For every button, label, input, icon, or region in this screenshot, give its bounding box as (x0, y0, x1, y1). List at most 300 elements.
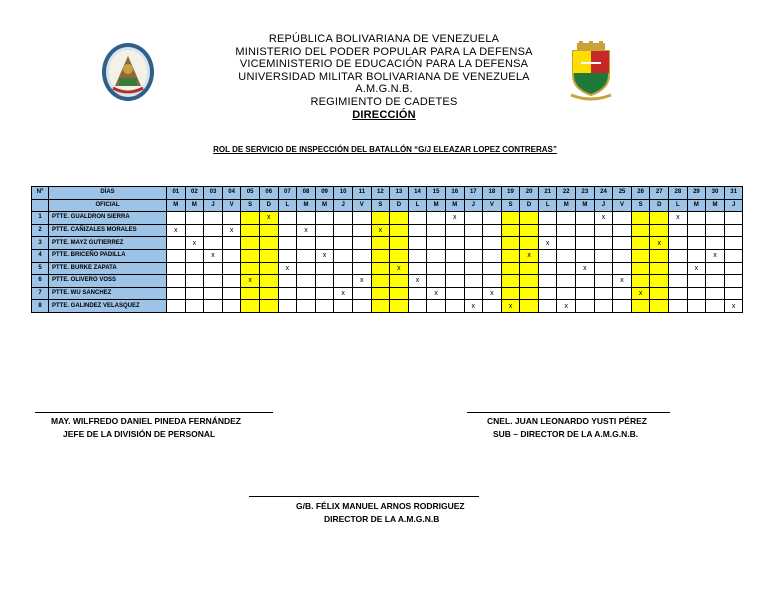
day-cell (278, 300, 297, 313)
signer-name: CNEL. JUAN LEONARDO YUSTI PÉREZ (487, 416, 647, 426)
day-cell (185, 224, 204, 237)
day-cell (315, 237, 334, 250)
officer-name: PTTE. BRICEÑO PADILLA (49, 249, 167, 262)
weekday-cell: M (297, 199, 316, 212)
day-cell (390, 287, 409, 300)
day-cell (613, 212, 632, 225)
weekday-cell: M (445, 199, 464, 212)
duty-mark: x (278, 262, 297, 275)
day-cell (483, 212, 502, 225)
day-cell (204, 212, 223, 225)
duty-mark: x (259, 212, 278, 225)
roster-title: ROL DE SERVICIO DE INSPECCIÓN DEL BATALLÓN “G/J ELEAZAR LOPEZ CONTRERAS” (213, 145, 557, 154)
day-cell (445, 237, 464, 250)
weekday-cell: V (613, 199, 632, 212)
day-number-cell: 06 (259, 187, 278, 200)
weekday-cell: J (204, 199, 223, 212)
officer-name: PTTE. GALINDEZ VELASQUEZ (49, 300, 167, 313)
day-cell (669, 237, 688, 250)
weekday-cell: M (185, 199, 204, 212)
day-cell (445, 287, 464, 300)
row-number: 8 (32, 300, 49, 313)
day-cell (613, 300, 632, 313)
day-cell (445, 300, 464, 313)
row-number: 5 (32, 262, 49, 275)
duty-mark: x (557, 300, 576, 313)
day-cell (259, 249, 278, 262)
duty-mark: x (594, 212, 613, 225)
day-number-cell: 17 (464, 187, 483, 200)
duty-mark: x (297, 224, 316, 237)
day-number-cell: 31 (724, 187, 743, 200)
weekday-cell: J (594, 199, 613, 212)
day-cell (185, 287, 204, 300)
day-cell (390, 212, 409, 225)
day-cell (352, 287, 371, 300)
day-number-cell: 21 (538, 187, 557, 200)
day-number-cell: 11 (352, 187, 371, 200)
day-number-cell: 10 (334, 187, 353, 200)
day-number-cell: 28 (669, 187, 688, 200)
day-number-cell: 03 (204, 187, 223, 200)
duty-mark: x (613, 275, 632, 288)
weekday-cell: S (631, 199, 650, 212)
day-cell (613, 237, 632, 250)
signer-name: MAY. WILFREDO DANIEL PINEDA FERNÁNDEZ (51, 416, 242, 426)
day-cell (222, 212, 241, 225)
day-cell (185, 212, 204, 225)
day-cell (576, 300, 595, 313)
day-cell (501, 224, 520, 237)
weekday-cell: J (464, 199, 483, 212)
day-number-cell: 16 (445, 187, 464, 200)
weekday-cell: M (706, 199, 725, 212)
day-cell (167, 275, 186, 288)
day-cell (724, 287, 743, 300)
day-cell (520, 275, 539, 288)
day-cell (483, 224, 502, 237)
day-cell (241, 212, 260, 225)
day-cell (706, 287, 725, 300)
day-cell (185, 262, 204, 275)
day-cell (557, 249, 576, 262)
row-number: 3 (32, 237, 49, 250)
header-line: A.M.G.N.B. (355, 83, 413, 96)
day-number-cell: 15 (427, 187, 446, 200)
day-cell (390, 224, 409, 237)
day-cell (520, 287, 539, 300)
day-cell (501, 212, 520, 225)
signer-role: SUB – DIRECTOR DE LA A.M.G.N.B. (493, 429, 639, 439)
day-cell (408, 262, 427, 275)
weekday-cell: D (259, 199, 278, 212)
duty-mark: x (222, 224, 241, 237)
header-line: REPÚBLICA BOLIVARIANA DE VENEZUELA (268, 33, 500, 45)
weekday-cell: J (334, 199, 353, 212)
day-cell (687, 237, 706, 250)
table-row (32, 237, 743, 250)
day-cell (650, 262, 669, 275)
day-cell (185, 300, 204, 313)
days-header-row (32, 187, 743, 200)
day-cell (334, 224, 353, 237)
day-cell (297, 237, 316, 250)
day-cell (594, 300, 613, 313)
day-cell (278, 237, 297, 250)
day-cell (483, 237, 502, 250)
duty-mark: x (576, 262, 595, 275)
weekday-cell: J (724, 199, 743, 212)
day-cell (408, 212, 427, 225)
day-number-cell: 14 (408, 187, 427, 200)
day-cell (650, 212, 669, 225)
day-cell (408, 300, 427, 313)
signer-name: G/B. FÉLIX MANUEL ARNOS RODRIGUEZ (296, 501, 465, 511)
day-number-cell: 01 (167, 187, 186, 200)
day-cell (483, 262, 502, 275)
day-cell (669, 224, 688, 237)
day-cell (520, 224, 539, 237)
day-cell (557, 237, 576, 250)
day-cell (464, 224, 483, 237)
day-cell (278, 275, 297, 288)
day-cell (594, 262, 613, 275)
day-cell (427, 249, 446, 262)
officer-name: PTTE. GUALDRON SIERRA (49, 212, 167, 225)
day-number-cell: 26 (631, 187, 650, 200)
day-cell (650, 224, 669, 237)
day-cell (315, 212, 334, 225)
day-cell (501, 275, 520, 288)
row-number: 1 (32, 212, 49, 225)
duty-mark: x (427, 287, 446, 300)
day-cell (669, 249, 688, 262)
day-cell (204, 300, 223, 313)
day-cell (222, 262, 241, 275)
day-cell (315, 262, 334, 275)
day-cell (222, 249, 241, 262)
day-cell (334, 300, 353, 313)
day-cell (334, 212, 353, 225)
day-cell (687, 224, 706, 237)
day-cell (352, 249, 371, 262)
day-cell (352, 237, 371, 250)
day-cell (371, 237, 390, 250)
day-cell (538, 212, 557, 225)
weekday-cell: D (390, 199, 409, 212)
day-cell (427, 237, 446, 250)
weekday-cell: M (315, 199, 334, 212)
table-row (32, 262, 743, 275)
duty-mark: x (650, 237, 669, 250)
day-cell (334, 262, 353, 275)
day-cell (464, 287, 483, 300)
day-cell (390, 249, 409, 262)
day-cell (259, 224, 278, 237)
day-cell (427, 224, 446, 237)
day-cell (724, 212, 743, 225)
weekday-cell: V (483, 199, 502, 212)
day-cell (278, 224, 297, 237)
day-cell (538, 275, 557, 288)
day-cell (167, 237, 186, 250)
day-cell (371, 262, 390, 275)
duty-mark: x (241, 275, 260, 288)
day-cell (278, 212, 297, 225)
day-cell (631, 212, 650, 225)
day-cell (445, 224, 464, 237)
day-cell (520, 212, 539, 225)
weekday-cell: M (557, 199, 576, 212)
day-cell (576, 224, 595, 237)
weekday-cell: L (408, 199, 427, 212)
day-cell (297, 275, 316, 288)
weekday-cell: S (241, 199, 260, 212)
day-cell (315, 224, 334, 237)
day-number-cell: 02 (185, 187, 204, 200)
day-cell (427, 262, 446, 275)
day-cell (185, 249, 204, 262)
day-cell (706, 275, 725, 288)
day-cell (483, 275, 502, 288)
day-number-cell: 22 (557, 187, 576, 200)
day-cell (167, 262, 186, 275)
day-cell (167, 300, 186, 313)
day-cell (724, 249, 743, 262)
officer-name: PTTE. WU SANCHEZ (49, 287, 167, 300)
day-cell (259, 262, 278, 275)
day-cell (576, 249, 595, 262)
duty-mark: x (390, 262, 409, 275)
day-cell (724, 237, 743, 250)
day-cell (464, 262, 483, 275)
signature-left (51, 415, 241, 441)
day-cell (687, 287, 706, 300)
day-cell (408, 287, 427, 300)
day-cell (483, 249, 502, 262)
day-cell (241, 237, 260, 250)
day-cell (445, 262, 464, 275)
day-cell (241, 224, 260, 237)
duty-mark: x (501, 300, 520, 313)
day-number-cell: 30 (706, 187, 725, 200)
day-cell (297, 287, 316, 300)
document-header (180, 33, 588, 121)
weekday-cell: D (520, 199, 539, 212)
row-number: 6 (32, 275, 49, 288)
duty-mark: x (706, 249, 725, 262)
day-cell (352, 212, 371, 225)
day-cell (334, 275, 353, 288)
officer-name: PTTE. MAYZ GUTIERREZ (49, 237, 167, 250)
day-cell (371, 300, 390, 313)
weekday-cell: L (669, 199, 688, 212)
day-cell (724, 224, 743, 237)
day-cell (464, 249, 483, 262)
day-cell (650, 287, 669, 300)
day-number-cell: 07 (278, 187, 297, 200)
day-cell (408, 224, 427, 237)
day-cell (408, 249, 427, 262)
day-cell (669, 262, 688, 275)
day-cell (278, 287, 297, 300)
day-cell (594, 237, 613, 250)
day-cell (538, 300, 557, 313)
day-cell (464, 275, 483, 288)
day-cell (390, 275, 409, 288)
day-cell (669, 300, 688, 313)
day-number-cell: 18 (483, 187, 502, 200)
day-cell (167, 212, 186, 225)
day-cell (520, 262, 539, 275)
day-cell (501, 262, 520, 275)
day-cell (371, 249, 390, 262)
day-cell (557, 287, 576, 300)
day-cell (538, 224, 557, 237)
day-cell (538, 287, 557, 300)
signer-role: JEFE DE LA DIVISIÓN DE PERSONAL (63, 429, 216, 439)
day-cell (724, 275, 743, 288)
day-cell (167, 287, 186, 300)
day-cell (315, 287, 334, 300)
day-cell (594, 287, 613, 300)
day-cell (706, 212, 725, 225)
day-cell (297, 249, 316, 262)
day-cell (687, 300, 706, 313)
day-cell (297, 300, 316, 313)
day-cell (631, 275, 650, 288)
duty-mark: x (315, 249, 334, 262)
signature-right (487, 415, 647, 441)
day-cell (204, 275, 223, 288)
day-cell (631, 249, 650, 262)
day-cell (222, 275, 241, 288)
weekday-cell: D (650, 199, 669, 212)
weekday-cell: L (538, 199, 557, 212)
day-cell (520, 300, 539, 313)
weekday-cell: S (371, 199, 390, 212)
col-days-header: DÍAS (49, 187, 167, 200)
day-cell (315, 300, 334, 313)
day-cell (352, 300, 371, 313)
day-cell (706, 300, 725, 313)
day-cell (594, 249, 613, 262)
day-number-cell: 04 (222, 187, 241, 200)
day-cell (352, 262, 371, 275)
day-cell (259, 300, 278, 313)
table-row (32, 287, 743, 300)
table-row (32, 275, 743, 288)
day-cell (204, 262, 223, 275)
day-cell (278, 249, 297, 262)
weekday-cell: M (576, 199, 595, 212)
row-number: 2 (32, 224, 49, 237)
day-cell (687, 249, 706, 262)
duty-mark: x (408, 275, 427, 288)
officer-name: PTTE. BURKE ZAPATA (49, 262, 167, 275)
day-cell (631, 262, 650, 275)
day-cell (390, 300, 409, 313)
day-cell (631, 224, 650, 237)
header-line: VICEMINISTERIO DE EDUCACIÓN PARA LA DEFENSA (239, 58, 529, 71)
day-cell (427, 212, 446, 225)
day-cell (222, 287, 241, 300)
day-cell (576, 275, 595, 288)
day-cell (594, 275, 613, 288)
day-cell (650, 300, 669, 313)
duty-mark: x (352, 275, 371, 288)
day-number-cell: 29 (687, 187, 706, 200)
weekday-cell: M (687, 199, 706, 212)
day-cell (371, 212, 390, 225)
day-number-cell: 24 (594, 187, 613, 200)
day-cell (687, 212, 706, 225)
day-cell (445, 249, 464, 262)
day-cell (557, 212, 576, 225)
day-cell (427, 275, 446, 288)
day-cell (334, 249, 353, 262)
row-number: 4 (32, 249, 49, 262)
day-cell (576, 212, 595, 225)
day-cell (706, 224, 725, 237)
day-cell (650, 249, 669, 262)
signature-line-center (249, 496, 479, 497)
day-cell (706, 237, 725, 250)
col-no-header: Nº (32, 187, 49, 200)
day-cell (259, 275, 278, 288)
weekday-cell: L (278, 199, 297, 212)
day-cell (501, 287, 520, 300)
day-cell (352, 224, 371, 237)
day-number-cell: 12 (371, 187, 390, 200)
university-seal-icon (101, 42, 155, 102)
duty-mark: x (204, 249, 223, 262)
day-cell (650, 275, 669, 288)
day-number-cell: 09 (315, 187, 334, 200)
col-officer-header: OFICIAL (49, 199, 167, 212)
officer-name: PTTE. OLIVERO VOSS (49, 275, 167, 288)
signer-role: DIRECTOR DE LA A.M.G.N.B (324, 514, 440, 524)
day-cell (576, 237, 595, 250)
weekday-cell: M (167, 199, 186, 212)
duty-mark: x (464, 300, 483, 313)
duty-mark: x (185, 237, 204, 250)
duty-mark: x (669, 212, 688, 225)
day-cell (241, 249, 260, 262)
day-cell (204, 224, 223, 237)
day-cell (594, 224, 613, 237)
day-cell (538, 262, 557, 275)
section-title: DIRECCIÓN (352, 108, 416, 121)
duty-mark: x (687, 262, 706, 275)
day-cell (501, 249, 520, 262)
day-cell (185, 275, 204, 288)
duty-mark: x (724, 300, 743, 313)
day-cell (371, 275, 390, 288)
day-cell (557, 224, 576, 237)
weekday-cell: V (222, 199, 241, 212)
day-cell (222, 300, 241, 313)
duty-mark: x (631, 287, 650, 300)
weekday-cell: S (501, 199, 520, 212)
weekday-cell: V (352, 199, 371, 212)
day-cell (259, 287, 278, 300)
regiment-shield-icon (567, 41, 615, 103)
day-cell (315, 275, 334, 288)
table-row (32, 224, 743, 237)
day-cell (241, 287, 260, 300)
day-number-cell: 13 (390, 187, 409, 200)
